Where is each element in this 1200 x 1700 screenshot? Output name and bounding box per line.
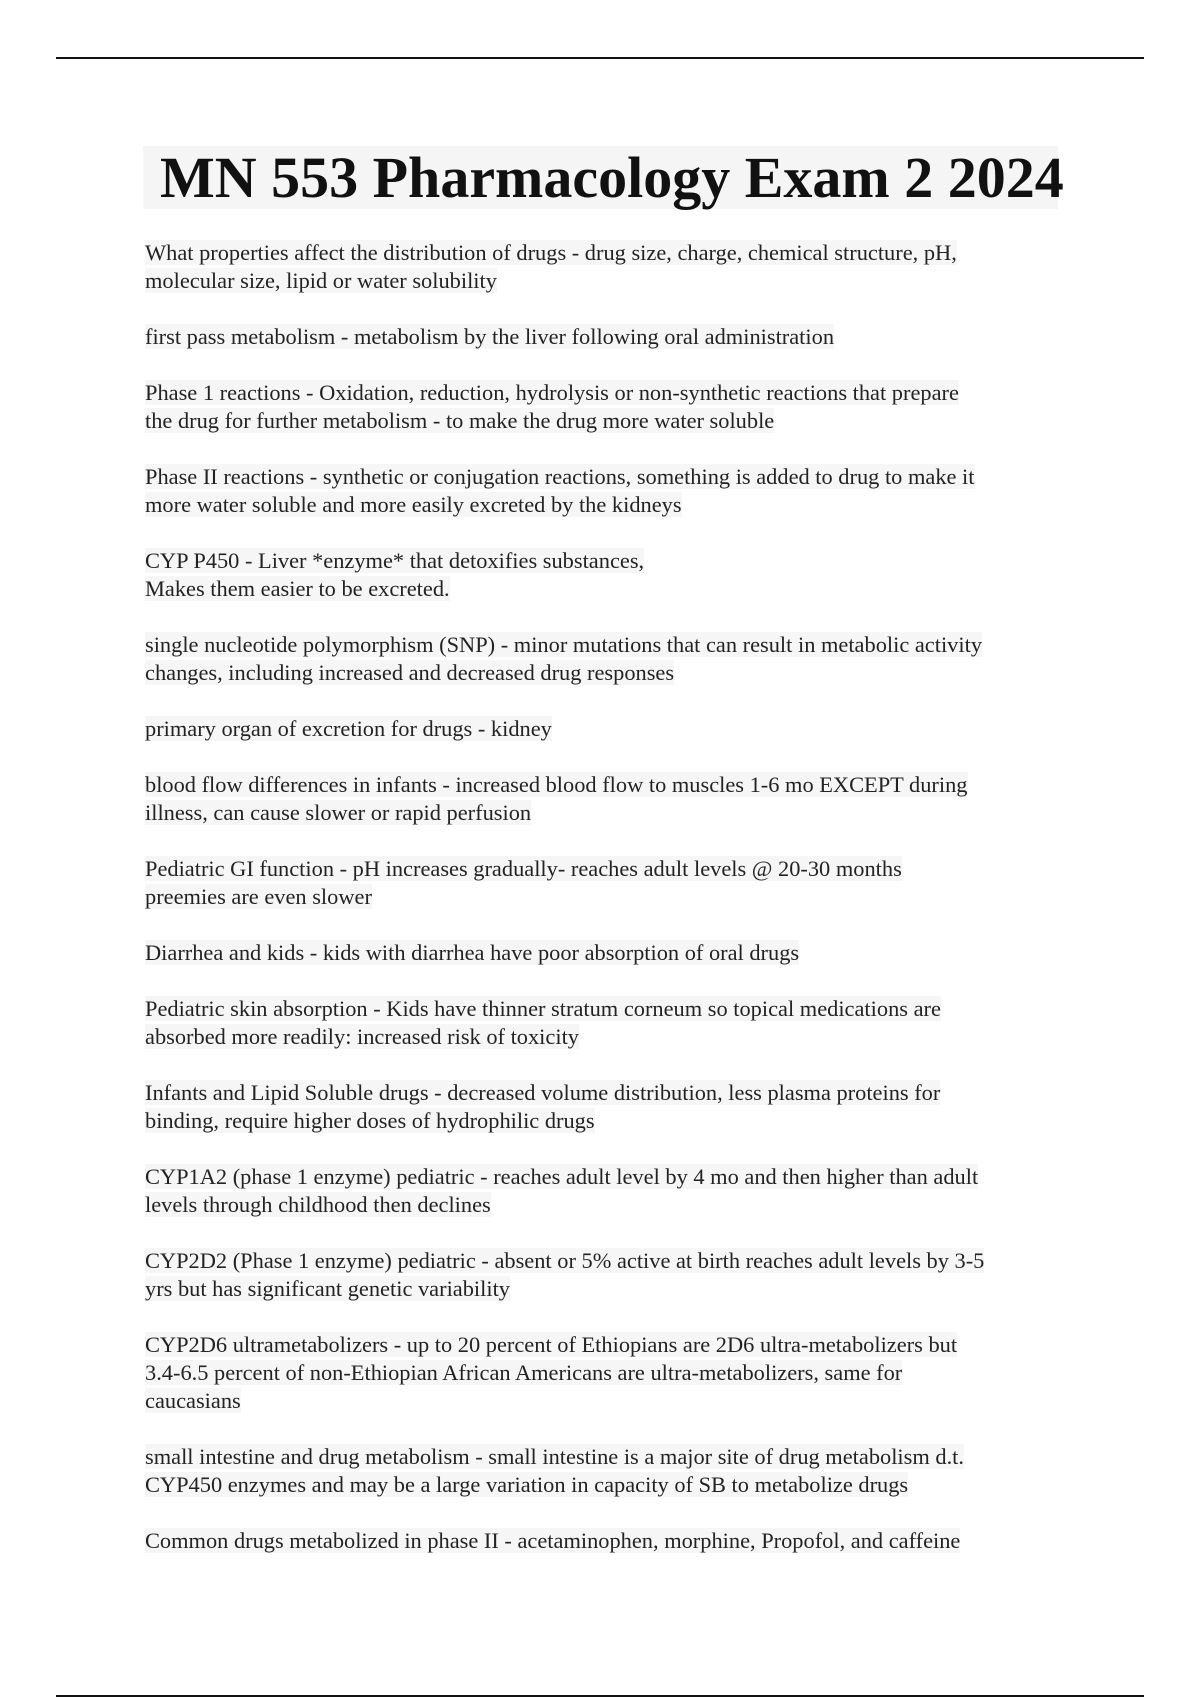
entry-line xyxy=(145,659,1060,687)
entry-line-text: first pass metabolism - metabolism by the liver following oral administration xyxy=(145,324,835,349)
entry-line xyxy=(145,1023,1060,1051)
page-title: MN 553 Pharmacology Exam 2 2024 xyxy=(160,144,1064,210)
study-entry xyxy=(145,715,1060,743)
entry-line-text: caucasians xyxy=(145,1388,241,1413)
entry-line xyxy=(145,1443,1060,1471)
entry-line xyxy=(145,855,1060,883)
entry-line-text: more water soluble and more easily excreted by the kidneys xyxy=(145,492,682,517)
entry-line xyxy=(145,1471,1060,1499)
entry-line xyxy=(145,407,1060,435)
study-entry xyxy=(145,463,1060,519)
entry-line xyxy=(145,1275,1060,1303)
entry-line xyxy=(145,1247,1060,1275)
entry-line-text: preemies are even slower xyxy=(145,884,372,909)
entry-line-text: primary organ of excretion for drugs - kidney xyxy=(145,716,552,741)
entry-line xyxy=(145,799,1060,827)
entry-line xyxy=(145,1079,1060,1107)
entry-line xyxy=(145,939,1060,967)
entry-line xyxy=(145,883,1060,911)
entry-line-text: Diarrhea and kids - kids with diarrhea have poor absorption of oral drugs xyxy=(145,940,800,965)
entry-line-text: Phase 1 reactions - Oxidation, reduction, hydrolysis or non-synthetic reactions that prepare xyxy=(145,380,959,405)
entry-line xyxy=(145,771,1060,799)
entry-line xyxy=(145,1191,1060,1219)
entry-line xyxy=(145,323,1060,351)
entry-line xyxy=(145,491,1060,519)
entry-line-text: CYP450 enzymes and may be a large variation in capacity of SB to metabolize drugs xyxy=(145,1472,909,1497)
entry-line-text: Phase II reactions - synthetic or conjugation reactions, something is added to drug to make it xyxy=(145,464,975,489)
entry-line xyxy=(145,1163,1060,1191)
entry-line-text: Pediatric GI function - pH increases gradually- reaches adult levels @ 20-30 months xyxy=(145,856,902,881)
entry-line-text: CYP2D6 ultrametabolizers - up to 20 percent of Ethiopians are 2D6 ultra-metabolizers but xyxy=(145,1332,958,1357)
entry-line xyxy=(145,995,1060,1023)
entry-line-text: changes, including increased and decreased drug responses xyxy=(145,660,675,685)
entry-line-text: Common drugs metabolized in phase II - acetaminophen, morphine, Propofol, and caffeine xyxy=(145,1528,961,1553)
entry-line xyxy=(145,1107,1060,1135)
entry-line-text: yrs but has significant genetic variability xyxy=(145,1276,510,1301)
study-entry xyxy=(145,379,1060,435)
bottom-divider xyxy=(56,1695,1144,1697)
entry-line-text: CYP1A2 (phase 1 enzyme) pediatric - reaches adult level by 4 mo and then higher than adult xyxy=(145,1164,979,1189)
study-entry xyxy=(145,855,1060,911)
entry-line-text: Pediatric skin absorption - Kids have thinner stratum corneum so topical medications are xyxy=(145,996,941,1021)
entry-line-text: What properties affect the distribution of drugs - drug size, charge, chemical structure, pH, xyxy=(145,240,957,265)
study-entry xyxy=(145,939,1060,967)
entry-line-text: Makes them easier to be excreted. xyxy=(145,576,450,601)
study-entries xyxy=(145,239,1060,1583)
study-entry xyxy=(145,547,1060,603)
entry-line xyxy=(145,575,1060,603)
top-divider xyxy=(56,57,1144,59)
entry-line-text: small intestine and drug metabolism - small intestine is a major site of drug metabolism d.t. xyxy=(145,1444,964,1469)
entry-line xyxy=(145,1359,1060,1387)
entry-line xyxy=(145,379,1060,407)
entry-line xyxy=(145,1331,1060,1359)
entry-line xyxy=(145,463,1060,491)
study-entry xyxy=(145,1443,1060,1499)
study-entry xyxy=(145,323,1060,351)
study-entry xyxy=(145,239,1060,295)
entry-line xyxy=(145,631,1060,659)
entry-line-text: blood flow differences in infants - increased blood flow to muscles 1-6 mo EXCEPT during xyxy=(145,772,968,797)
entry-line-text: CYP P450 - Liver *enzyme* that detoxifies substances, xyxy=(145,548,645,573)
entry-line xyxy=(145,239,1060,267)
study-entry xyxy=(145,1079,1060,1135)
entry-line xyxy=(145,1527,1060,1555)
entry-line xyxy=(145,547,1060,575)
entry-line-text: Infants and Lipid Soluble drugs - decreased volume distribution, less plasma proteins for xyxy=(145,1080,941,1105)
entry-line-text: molecular size, lipid or water solubility xyxy=(145,268,497,293)
entry-line xyxy=(145,715,1060,743)
entry-line-text: absorbed more readily: increased risk of toxicity xyxy=(145,1024,579,1049)
study-entry xyxy=(145,1331,1060,1415)
entry-line-text: single nucleotide polymorphism (SNP) - minor mutations that can result in metabolic activity xyxy=(145,632,983,657)
entry-line-text: binding, require higher doses of hydrophilic drugs xyxy=(145,1108,595,1133)
study-entry xyxy=(145,1163,1060,1219)
entry-line-text: levels through childhood then declines xyxy=(145,1192,491,1217)
entry-line xyxy=(145,267,1060,295)
title-banner xyxy=(143,144,1064,210)
entry-line-text: the drug for further metabolism - to make the drug more water soluble xyxy=(145,408,775,433)
study-entry xyxy=(145,995,1060,1051)
entry-line-text: CYP2D2 (Phase 1 enzyme) pediatric - absent or 5% active at birth reaches adult levels by 3-5 xyxy=(145,1248,985,1273)
entry-line xyxy=(145,1387,1060,1415)
study-entry xyxy=(145,771,1060,827)
study-entry xyxy=(145,1527,1060,1555)
study-entry xyxy=(145,631,1060,687)
entry-line-text: illness, can cause slower or rapid perfusion xyxy=(145,800,532,825)
study-entry xyxy=(145,1247,1060,1303)
entry-line-text: 3.4-6.5 percent of non-Ethiopian African Americans are ultra-metabolizers, same for xyxy=(145,1360,903,1385)
